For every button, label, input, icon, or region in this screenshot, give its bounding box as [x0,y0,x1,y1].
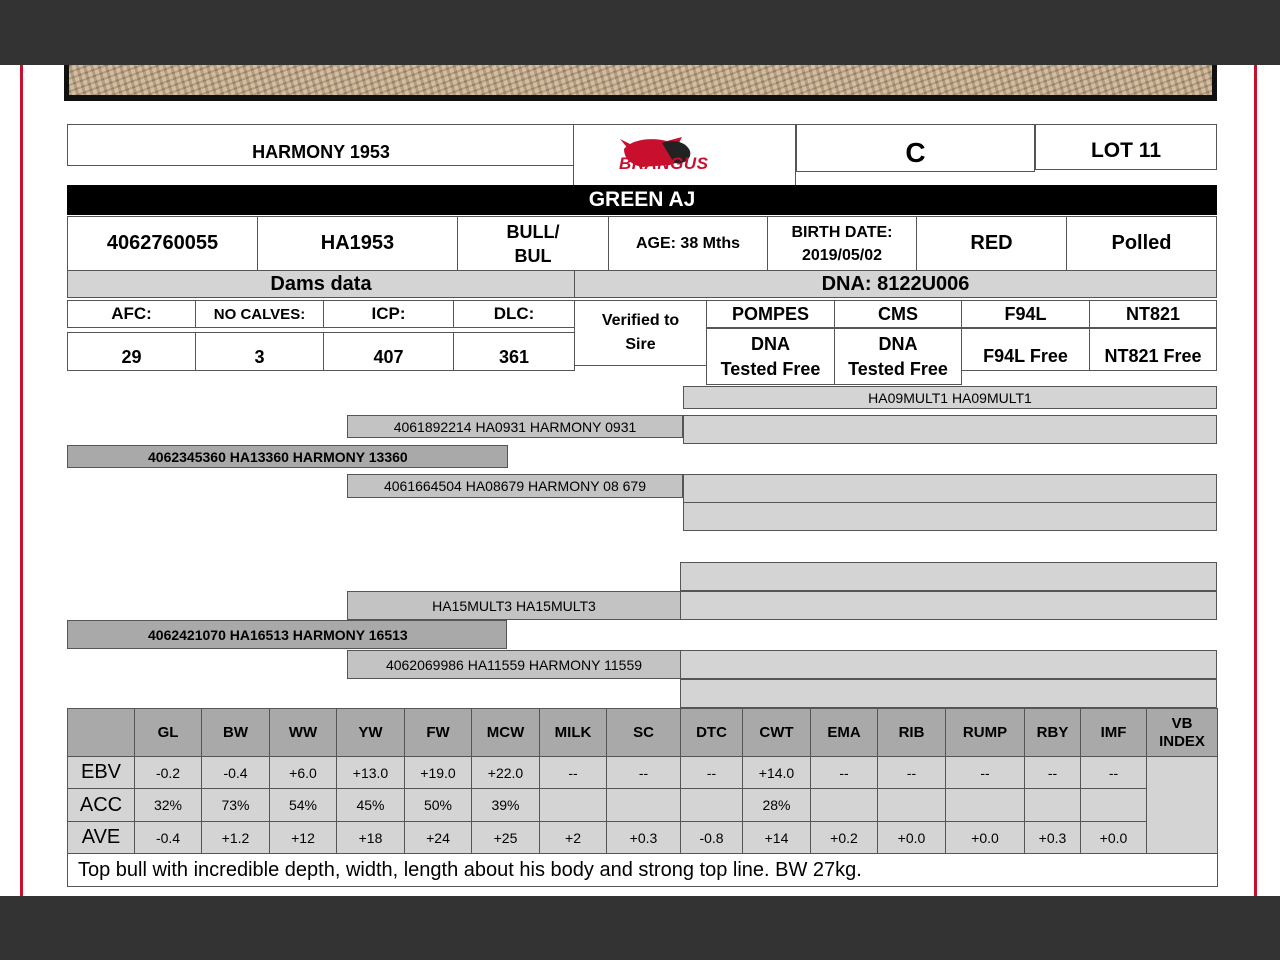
ebv-cell: +25 [472,822,540,854]
pedigree-sire-dam: 4061664504 HA08679 HARMONY 08 679 [347,474,683,498]
ebv-header-row [68,709,1218,757]
ebv-col-header: GL [135,709,202,757]
afc-label: AFC: [67,300,196,328]
pedigree-sire: 4062345360 HA13360 HARMONY 13360 [67,445,508,468]
afc-value: 29 [67,332,196,371]
ebv-cell [1081,789,1147,822]
no-calves-value: 3 [195,332,324,371]
bottom-frame-bar [0,896,1280,960]
ebv-cell: +12 [270,822,337,854]
ebv-cell: -- [540,757,607,789]
ebv-col-header: IMF [1081,709,1147,757]
pedigree-dam-sire: HA15MULT3 HA15MULT3 [347,591,681,620]
nt821-value: NT821 Free [1089,328,1217,371]
f94l-value: F94L Free [961,328,1090,371]
lot-number: LOT 11 [1035,124,1217,170]
ebv-cell [1025,789,1081,822]
ebv-cell [878,789,946,822]
ebv-col-header: YW [337,709,405,757]
cms-label: CMS [834,300,962,328]
ebv-row-ave [68,822,1218,854]
ebv-cell: 32% [135,789,202,822]
nt821-label: NT821 [1089,300,1217,328]
ebv-cell: 54% [270,789,337,822]
verified-to-sire: Verified to Sire [574,300,707,366]
ebv-cell [540,789,607,822]
ebv-cell [607,789,681,822]
ebv-cell: -- [811,757,878,789]
pedigree-sire-dam-sire [683,474,1217,503]
ebv-col-header: RIB [878,709,946,757]
ebv-cell: +0.0 [946,822,1025,854]
ebv-cell: +19.0 [405,757,472,789]
ebv-cell [811,789,878,822]
ebv-cell: 39% [472,789,540,822]
ebv-cell: -0.8 [681,822,743,854]
ebv-cell: +24 [405,822,472,854]
ebv-col-header: SC [607,709,681,757]
brangus-logo [573,124,796,185]
ebv-cell: -- [681,757,743,789]
pedigree-sire-dam-dam [683,502,1217,531]
pedigree-dam-dam: 4062069986 HA11559 HARMONY 11559 [347,650,681,679]
animal-name: HARMONY 1953 [67,124,575,166]
ebv-col-header: BW [202,709,270,757]
ebv-row-ebv [68,757,1218,789]
ebv-cell: +14.0 [743,757,811,789]
ebv-cell: -- [1025,757,1081,789]
sex: BULL/ BUL [457,216,609,271]
pedigree-dam-sire-dam [680,591,1217,620]
ebv-cell: +13.0 [337,757,405,789]
ebv-cell: 28% [743,789,811,822]
ebv-cell: -- [1081,757,1147,789]
logo-text: BRANGUS [619,154,709,173]
pedigree-dam-dam-dam [680,679,1217,708]
ebv-corner-cell [68,709,135,757]
ebv-cell: +0.3 [1025,822,1081,854]
ebv-cell: 73% [202,789,270,822]
dna-header: DNA: 8122U006 [574,270,1217,298]
ebv-cell: +0.0 [878,822,946,854]
owner-banner: GREEN AJ [67,185,1217,215]
ebv-cell: +0.2 [811,822,878,854]
pompes-value: DNA Tested Free [706,328,835,385]
registration-number: 4062760055 [67,216,258,271]
ebv-row-acc [68,789,1218,822]
birth-date: BIRTH DATE: 2019/05/02 [767,216,917,271]
ebv-col-header: DTC [681,709,743,757]
ebv-col-header: EMA [811,709,878,757]
ebv-cell: +6.0 [270,757,337,789]
ebv-cell: -0.4 [202,757,270,789]
tattoo: HA1953 [257,216,458,271]
comment-row [68,854,1218,887]
left-red-border [20,65,23,896]
ebv-row-label: ACC [68,789,135,822]
ebv-row-label: AVE [68,822,135,854]
ebv-cell: +18 [337,822,405,854]
pedigree-sire-sire-sire: HA09MULT1 HA09MULT1 [683,386,1217,409]
ebv-cell: 45% [337,789,405,822]
top-frame-bar [0,0,1280,65]
pedigree-dam-sire-sire [680,562,1217,591]
ebv-col-header: MILK [540,709,607,757]
ebv-col-header: MCW [472,709,540,757]
colour: RED [916,216,1067,271]
ebv-col-header: FW [405,709,472,757]
ebv-cell: -0.2 [135,757,202,789]
ebv-row-label: EBV [68,757,135,789]
ebv-cell: -- [607,757,681,789]
ebv-cell: -- [878,757,946,789]
no-calves-label: NO CALVES: [195,300,324,328]
ebv-col-header: WW [270,709,337,757]
ebv-cell: +0.0 [1081,822,1147,854]
animal-photo [64,65,1217,101]
icp-label: ICP: [323,300,454,328]
ebv-cell: -0.4 [135,822,202,854]
vb-index-cell [1147,757,1218,854]
pedigree-dam-dam-sire [680,650,1217,679]
ebv-col-header-vb-index: VB INDEX [1147,709,1218,757]
ebv-col-header: CWT [743,709,811,757]
right-red-border [1254,65,1257,896]
f94l-label: F94L [961,300,1090,328]
ebv-col-header: RBY [1025,709,1081,757]
ebv-cell: +14 [743,822,811,854]
ebv-cell: 50% [405,789,472,822]
ebv-cell [681,789,743,822]
dlc-label: DLC: [453,300,575,328]
pedigree-sire-sire-dam [683,415,1217,444]
ebv-table [67,708,1218,887]
ebv-cell: +0.3 [607,822,681,854]
dlc-value: 361 [453,332,575,371]
ebv-cell: +1.2 [202,822,270,854]
pedigree-dam: 4062421070 HA16513 HARMONY 16513 [67,620,507,649]
ebv-cell [946,789,1025,822]
icp-value: 407 [323,332,454,371]
comment-text: Top bull with incredible depth, width, length about his body and strong top line. BW 27kg. [68,854,1218,887]
grade-box: C [796,124,1035,172]
ebv-col-header: RUMP [946,709,1025,757]
dams-data-header: Dams data [67,270,575,298]
ebv-cell: +22.0 [472,757,540,789]
horn-status: Polled [1066,216,1217,271]
pedigree-sire-sire: 4061892214 HA0931 HARMONY 0931 [347,415,683,438]
cms-value: DNA Tested Free [834,328,962,385]
age: AGE: 38 Mths [608,216,768,271]
pompes-label: POMPES [706,300,835,328]
ebv-cell: +2 [540,822,607,854]
ebv-cell: -- [946,757,1025,789]
